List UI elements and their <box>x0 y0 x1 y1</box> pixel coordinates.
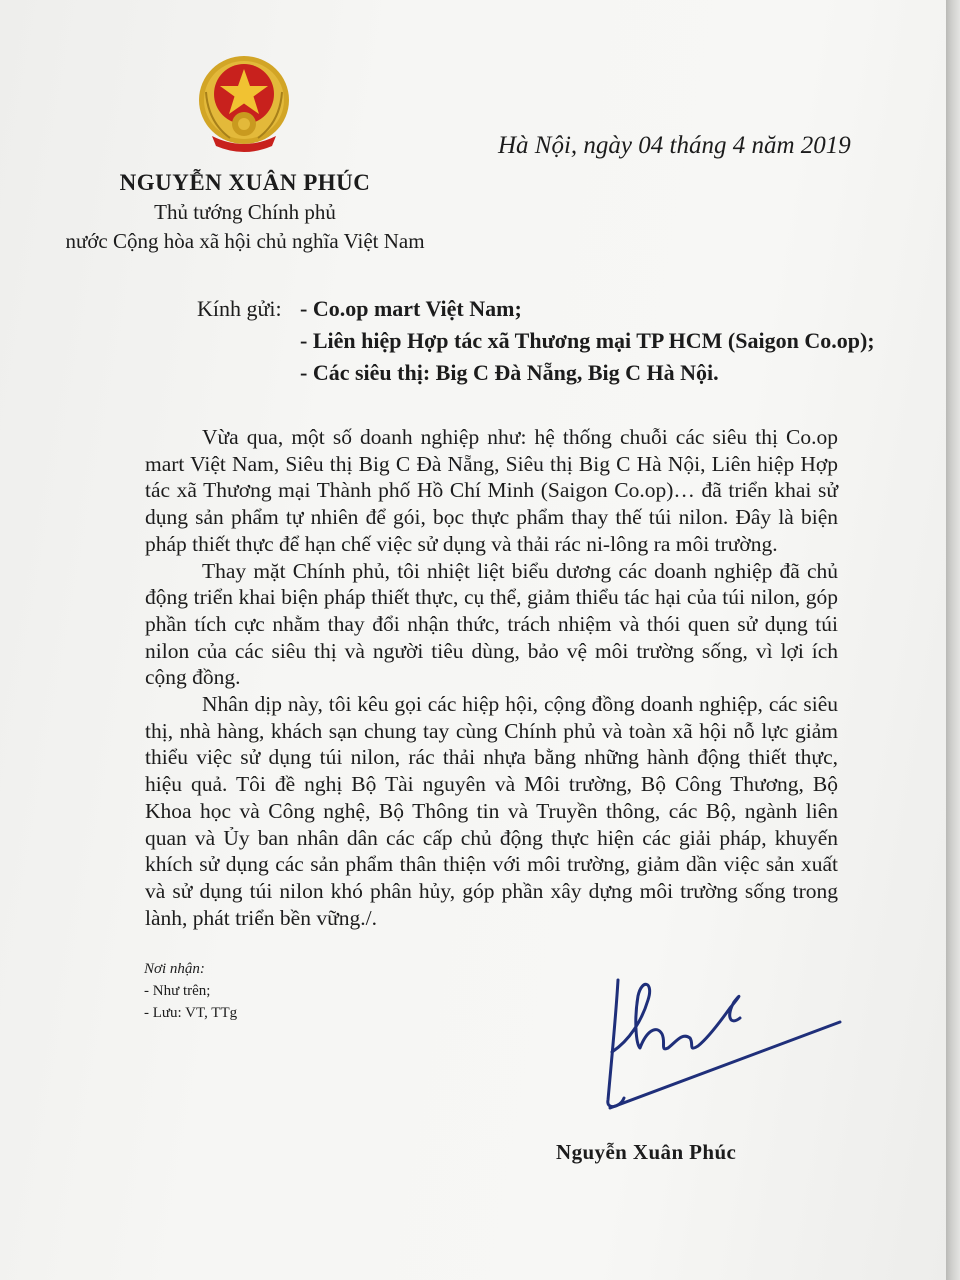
sender-block <box>40 170 450 254</box>
greeting-label: Kính gửi: <box>197 296 282 321</box>
recipient-item: - Co.op mart Việt Nam; <box>300 296 522 321</box>
letter-date: Hà Nội, ngày 04 tháng 4 năm 2019 <box>498 132 851 159</box>
body-paragraph: Vừa qua, một số doanh nghiệp như: hệ thống chuỗi các siêu thị Co.op mart Việt Nam, Siêu thị Big C Đà Nẵng, Siêu thị Big C Hà Nội, Liên hiệp Hợp tác xã Thương mại Thành phố Hồ Chí Minh (Saigon Co.op)… đã triển khai sử dụng sản phẩm tự nhiên để gói, bọc thực phẩm thay thế túi nilon. Đây là biện pháp thiết thực để hạn chế việc sử dụng và thải rác ni-lông ra môi trường. <box>145 425 838 556</box>
signature-name: Nguyễn Xuân Phúc <box>556 1140 737 1164</box>
letter-body <box>145 424 838 931</box>
recipient-list <box>300 296 875 392</box>
noi-nhan-label: Nơi nhận: <box>144 961 205 977</box>
sender-country: nước Cộng hòa xã hội chủ nghĩa Việt Nam <box>65 229 425 253</box>
sender-name: NGUYỄN XUÂN PHÚC <box>119 170 371 195</box>
body-paragraph: Thay mặt Chính phủ, tôi nhiệt liệt biểu dương các doanh nghiệp đã chủ động triển khai biện pháp thiết thực, cụ thể, giảm thiểu tác hại của túi nilon, góp phần tích cực nhằm thay đổi nhận thức, trách nhiệm và thói quen sử dụng túi nilon của các siêu thị và người tiêu dùng, bảo vệ môi trường sống, vì lợi ích cộng đồng. <box>145 558 838 690</box>
recipients-footer <box>144 958 237 1024</box>
handwritten-signature <box>590 960 850 1115</box>
noi-nhan-item: - Lưu: VT, TTg <box>144 1005 238 1021</box>
noi-nhan-item: - Như trên; <box>144 983 211 999</box>
national-emblem-icon <box>196 52 292 152</box>
paper-edge <box>946 0 960 1280</box>
recipient-item: - Liên hiệp Hợp tác xã Thương mại TP HCM (Saigon Co.op); <box>300 328 875 353</box>
body-paragraph: Nhân dịp này, tôi kêu gọi các hiệp hội, cộng đồng doanh nghiệp, các siêu thị, nhà hàng, khách sạn chung tay cùng Chính phủ và toàn xã hội nỗ lực giảm thiểu việc sử dụng túi nilon, rác thải nhựa bằng những hành động thiết thực, hiệu quả. Tôi đề nghị Bộ Tài nguyên và Môi trường, Bộ Công Thương, Bộ Khoa học và Công nghệ, Bộ Thông tin và Truyền thông, các Bộ, ngành liên quan và Ủy ban nhân dân các cấp chủ động thực hiện các giải pháp, khuyến khích sử dụng các sản phẩm thân thiện với môi trường, giảm dần việc sản xuất và sử dụng túi nilon khó phân hủy, góp phần xây dựng môi trường sống trong lành, phát triển bền vững./. <box>145 692 838 930</box>
recipient-item: - Các siêu thị: Big C Đà Nẵng, Big C Hà Nội. <box>300 360 719 385</box>
sender-title: Thủ tướng Chính phủ <box>154 200 336 224</box>
